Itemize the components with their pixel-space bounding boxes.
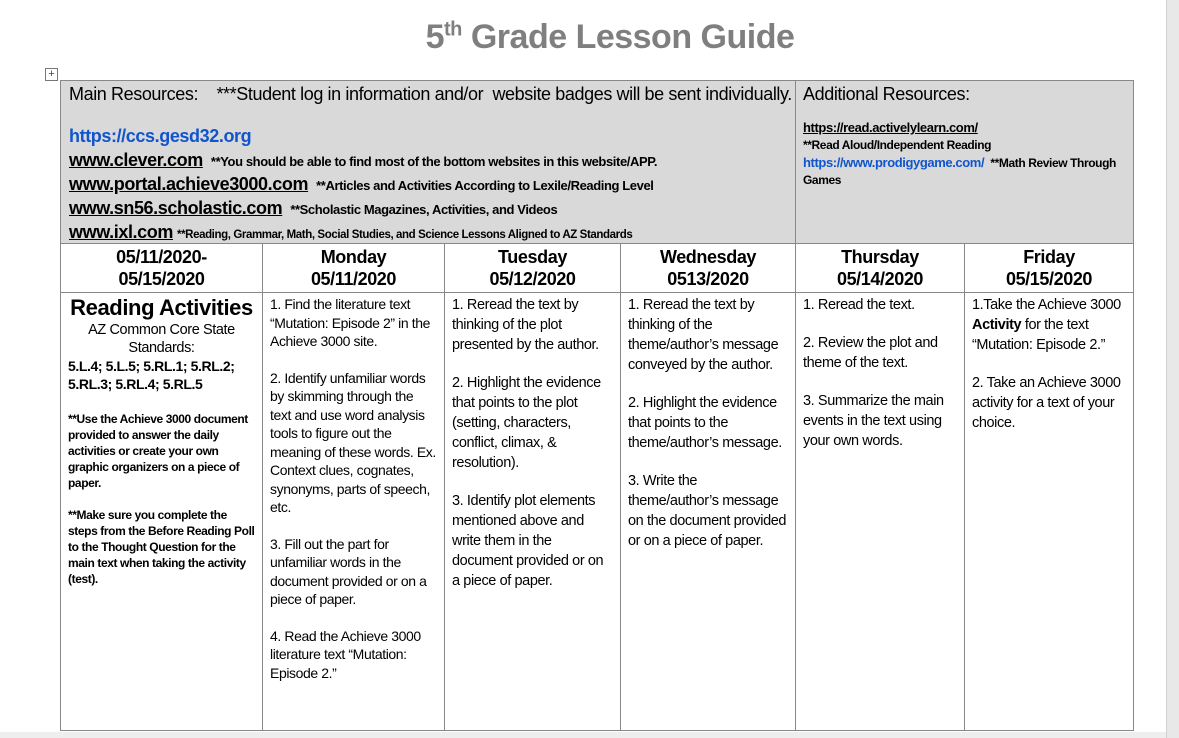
tuesday-cell [444,292,621,731]
scrollbar[interactable] [1166,0,1179,738]
task-item: 3. Summarize the main events in the text using your own words. [803,393,944,449]
header-tuesday: Tuesday 05/12/2020 [444,243,621,293]
clever-link[interactable]: www.clever.com [69,150,203,170]
task-item: 1. Reread the text by thinking of the plot presented by the author. [452,297,599,353]
task-item: 3. Fill out the part for unfamiliar words in the document provided or on a piece of paper. [270,535,427,607]
table-move-handle-icon[interactable]: + [45,68,58,81]
header-week: 05/11/2020- 05/15/2020 [60,243,263,293]
thursday-cell [795,292,965,731]
friday-cell [964,292,1134,731]
reading-activities-cell [60,292,263,731]
achieve-link[interactable]: www.portal.achieve3000.com [69,174,309,194]
standards-list: 5.L.4; 5.L.5; 5.RL.1; 5.RL.2; 5.RL.3; 5.RL.4; 5.RL.5 [68,358,235,392]
task-item: 1. Reread the text. [803,297,915,313]
activelylearn-link[interactable]: https://read.activelylearn.com/ [803,120,978,135]
ccs-link[interactable]: https://ccs.gesd32.org [69,126,252,146]
main-resources [60,80,796,244]
prodigy-link[interactable]: https://www.prodigygame.com/ [803,155,985,170]
reading-title: Reading Activities [70,295,253,320]
task-item: 2. Review the plot and theme of the text. [803,335,938,371]
task-item: 4. Read the Achieve 3000 literature text “Mutation: Episode 2.” [270,627,421,681]
additional-resources [795,80,1134,244]
link-note: **Articles and Activities According to Lexile/Reading Level [316,178,654,193]
task-item: 2. Take an Achieve 3000 activity for a text of your choice. [972,375,1121,431]
header-friday: Friday 05/15/2020 [964,243,1134,293]
link-note: **Read Aloud/Independent Reading [803,138,992,152]
monday-cell [262,292,445,731]
additional-resources-heading: Additional Resources: [803,84,970,104]
header-monday: Monday 05/11/2020 [262,243,445,293]
link-note: **Math Review Through Games [803,156,1116,187]
ixl-link[interactable]: www.ixl.com [69,222,173,242]
main-resources-heading: Main Resources: ***Student log in information and/or website badges will be sent individually. [69,84,792,104]
header-thursday: Thursday 05/14/2020 [795,243,965,293]
task-item: 3. Identify plot elements mentioned above and write them in the document provided or on a piece of paper. [452,493,604,589]
page-title: 5th Grade Lesson Guide [425,18,795,56]
task-item: 3. Write the theme/author’s message on the document provided or on a piece of paper. [628,473,787,549]
link-note: **Scholastic Magazines, Activities, and Videos [290,202,558,217]
reading-note: **Make sure you complete the steps from the Before Reading Poll to the Thought Question for the main text when taking the activity (test). [68,508,255,586]
reading-note: **Use the Achieve 3000 document provided to answer the daily activities or create your own graphic organizers on a piece of paper. [68,412,248,490]
wednesday-cell [620,292,796,731]
link-note: **Reading, Grammar, Math, Social Studies, and Science Lessons Aligned to AZ Standards [177,229,633,241]
scholastic-link[interactable]: www.sn56.scholastic.com [69,198,283,218]
task-item: 2. Identify unfamiliar words by skimming through the text and use word analysis tools to figure out the meaning of these words. Ex. Context clues, cognates, synonyms, parts of speech, etc. [270,369,436,515]
task-item: 1. Reread the text by thinking of the theme/author’s message conveyed by the author. [628,297,779,373]
task-item: 2. Highlight the evidence that points to the plot (setting, characters, conflict, climax, & resolution). [452,375,601,471]
link-note: **You should be able to find most of the bottom websites in this website/APP. [210,154,658,169]
standards-label: AZ Common Core State Standards: [88,322,235,356]
task-item: 1.Take the Achieve 3000 Activity for the text “Mutation: Episode 2.” [972,297,1121,353]
page-bottom [0,732,1166,738]
task-item: 2. Highlight the evidence that points to the theme/author’s message. [628,395,782,451]
task-item: 1. Find the literature text “Mutation: Episode 2” in the Achieve 3000 site. [270,296,431,349]
header-wednesday: Wednesday 0513/2020 [620,243,796,293]
